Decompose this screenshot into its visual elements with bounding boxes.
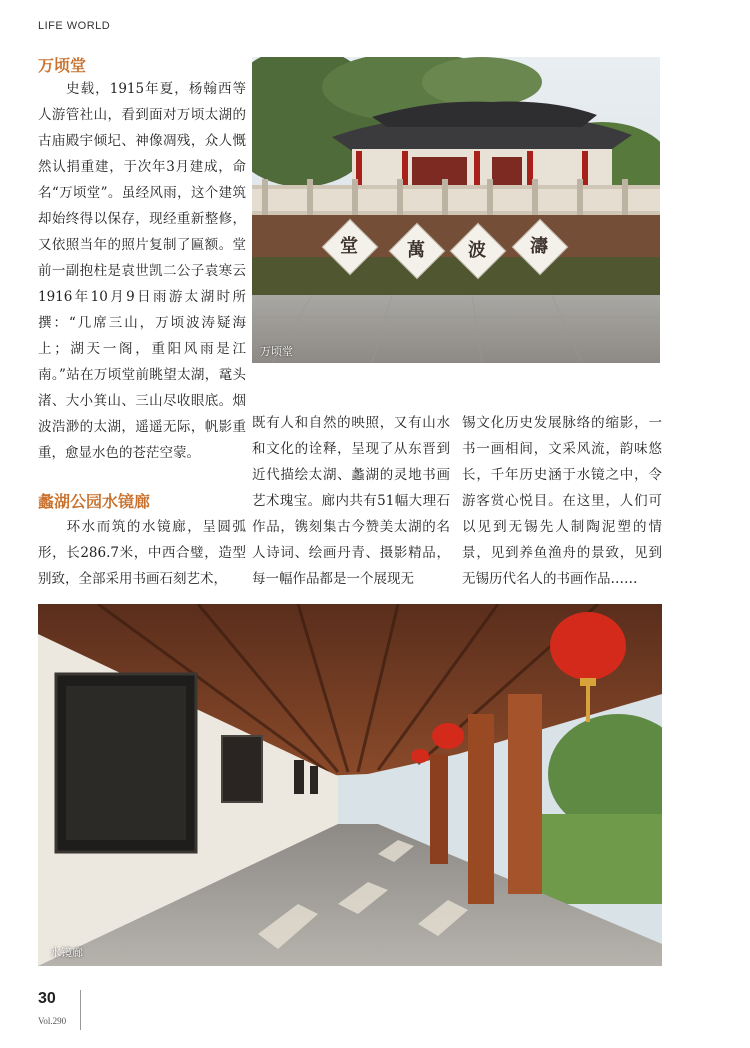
temple-photo-caption: 万顷堂 [260, 346, 293, 358]
article-paragraph-col3: 锡文化历史发展脉络的缩影，一书一画相间，文采风流，韵味悠长，千年历史涵于水镜之中，令游客赏心悦目。在这里，人们可以见到无锡先人制陶泥塑的情景，见到养鱼渔舟的景致，见到无锡历代名人的书画作品…… [462, 415, 662, 587]
corridor-photo-image [38, 604, 662, 966]
article-paragraph-wanqingtang: 史载，1915年夏，杨翰西等人游管社山，看到面对万顷太湖的古庙殿宇倾圮、神像凋残，众人慨然认捐重建，于次年3月建成，命名“万顷堂”。虽经风雨，这个建筑却始终得以保存，现经重新整修，又依照当年的照片复制了匾额。堂前一副抱柱是袁世凯二公子袁寒云1916年10月9日雨游太湖时所撰：“几席三山，万顷波涛疑海上；湖天一阁，重阳风雨是江南。”站在万顷堂前眺望太湖，鼋头渚、大小箕山、三山尽收眼底。烟波浩渺的太湖，遥遥无际，帆影重重，愈显水色的苍茫空蒙。 [38, 81, 246, 461]
temple-photo [252, 57, 660, 363]
section-title-wanqingtang: 万顷堂 [38, 56, 87, 75]
page-number: 30 [38, 990, 56, 1007]
plaque-character: 堂 [340, 236, 358, 257]
volume-label: Vol.290 [38, 1016, 67, 1026]
plaque-character: 萬 [407, 240, 425, 261]
article-paragraph-col2: 既有人和自然的映照，又有山水和文化的诠释，呈现了从东晋到近代描绘太湖、蠡湖的灵地书画艺术瑰宝。廊内共有51幅大理石作品，镌刻集古今赞美太湖的名人诗词、绘画丹青、摄影精品，每一幅作品都是一个展现无 [252, 415, 450, 587]
footer-divider [80, 990, 81, 1030]
plaque-character: 濤 [530, 236, 548, 257]
article-paragraph-col1: 环水而筑的水镜廊，呈圆弧形，长286.7米，中西合璧，造型别致，全部采用书画石刻艺术， [38, 519, 246, 587]
corridor-photo-caption: 水镜廊 [50, 947, 83, 959]
section-label: LIFE WORLD [38, 20, 111, 32]
section-title-shuijinglang: 蠡湖公园水镜廊 [38, 492, 151, 511]
corridor-photo [38, 604, 662, 966]
temple-photo-image [252, 57, 660, 363]
plaque-character: 波 [468, 240, 486, 261]
